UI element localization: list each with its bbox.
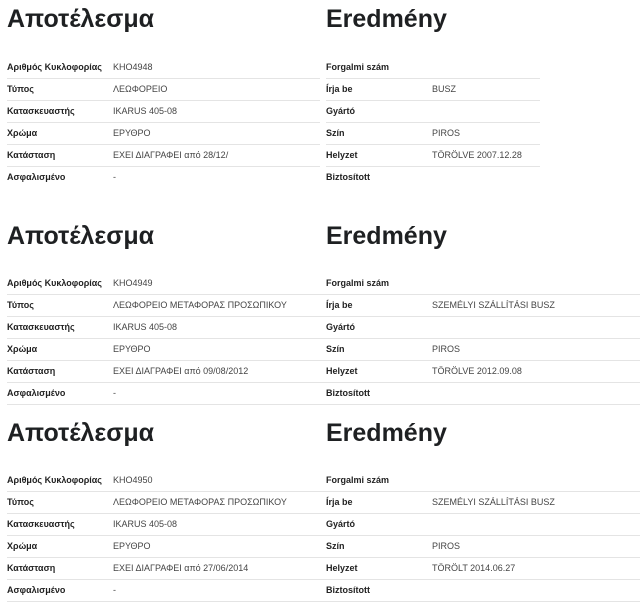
label: Forgalmi szám [326, 62, 390, 72]
label: Szín [326, 344, 345, 354]
greek-heading: Αποτέλεσμα [7, 222, 155, 250]
label: Κατασκευαστής [7, 106, 75, 116]
hungarian-rows [326, 57, 540, 189]
label: Ασφαλισμένο [7, 388, 66, 398]
label: Χρώμα [7, 128, 38, 138]
hungarian-heading: Eredmény [326, 419, 447, 447]
value: ΕΧΕΙ ΔΙΑΓΡΑΦΕΙ από 28/12/ [113, 150, 229, 160]
label: Κατάσταση [7, 563, 56, 573]
result-block-3 [0, 414, 640, 614]
label: Helyzet [326, 563, 358, 573]
value: ΛΕΩΦΟΡΕΙΟ ΜΕΤΑΦΟΡΑΣ ΠΡΟΣΩΠΙΚΟΥ [113, 497, 287, 507]
row-registration [326, 57, 540, 79]
value: IKARUS 405-08 [113, 106, 178, 116]
value: SZEMÉLYI SZÁLLÍTÁSI BUSZ [432, 497, 555, 507]
row-color [326, 123, 540, 145]
label: Ασφαλισμένο [7, 172, 66, 182]
label: Biztosított [326, 585, 370, 595]
row-registration [326, 273, 626, 295]
value: SZEMÉLYI SZÁLLÍTÁSI BUSZ [432, 300, 555, 310]
label: Szín [326, 541, 345, 551]
label: Helyzet [326, 366, 358, 376]
label: Αριθμός Κυκλοφορίας [7, 278, 102, 288]
label: Írja be [326, 84, 353, 94]
value: ΕΡΥΘΡΟ [113, 541, 151, 551]
result-block-1 [0, 0, 640, 195]
value: BUSZ [432, 84, 457, 94]
value: - [113, 585, 116, 595]
greek-heading: Αποτέλεσμα [7, 5, 155, 33]
label: Τύπος [7, 84, 34, 94]
hungarian-rows [326, 470, 626, 602]
value: TÖRÖLVE 2012.09.08 [432, 366, 522, 376]
row-insured [326, 383, 626, 405]
value: ΚΗΟ4948 [113, 62, 153, 72]
hungarian-heading: Eredmény [326, 222, 447, 250]
label: Κατασκευαστής [7, 322, 75, 332]
row-manufacturer [326, 514, 626, 536]
row-color [326, 536, 626, 558]
value: IKARUS 405-08 [113, 322, 178, 332]
value: ΛΕΩΦΟΡΕΙΟ ΜΕΤΑΦΟΡΑΣ ΠΡΟΣΩΠΙΚΟΥ [113, 300, 287, 310]
row-registration [7, 57, 320, 79]
row-status [326, 145, 540, 167]
value: ΚΗΟ4949 [113, 278, 153, 288]
value: ΕΧΕΙ ΔΙΑΓΡΑΦΕΙ από 09/08/2012 [113, 366, 249, 376]
label: Αριθμός Κυκλοφορίας [7, 62, 102, 72]
row-status [326, 558, 626, 580]
label: Ασφαλισμένο [7, 585, 66, 595]
label: Biztosított [326, 172, 370, 182]
row-insured [7, 167, 320, 189]
label: Κατάσταση [7, 366, 56, 376]
row-status [7, 145, 320, 167]
label: Gyártó [326, 519, 356, 529]
label: Τύπος [7, 497, 34, 507]
row-type [7, 79, 320, 101]
greek-heading: Αποτέλεσμα [7, 419, 155, 447]
label: Szín [326, 128, 345, 138]
row-status [326, 361, 626, 383]
row-type [326, 295, 626, 317]
label: Gyártó [326, 106, 356, 116]
hungarian-rows [326, 273, 626, 405]
label: Κατάσταση [7, 150, 56, 160]
value: PIROS [432, 128, 461, 138]
value: IKARUS 405-08 [113, 519, 178, 529]
label: Κατασκευαστής [7, 519, 75, 529]
value: ΕΡΥΘΡΟ [113, 344, 151, 354]
row-color [7, 123, 320, 145]
row-registration [326, 470, 626, 492]
label: Írja be [326, 300, 353, 310]
label: Biztosított [326, 388, 370, 398]
label: Gyártó [326, 322, 356, 332]
result-block-2 [0, 217, 640, 407]
row-type [326, 492, 626, 514]
label: Írja be [326, 497, 353, 507]
greek-rows [7, 57, 320, 189]
row-color [326, 339, 626, 361]
label: Forgalmi szám [326, 475, 390, 485]
label: Τύπος [7, 300, 34, 310]
value: ΚΗΟ4950 [113, 475, 153, 485]
row-insured [326, 167, 540, 189]
value: PIROS [432, 344, 461, 354]
row-insured [326, 580, 626, 602]
value: TÖRÖLT 2014.06.27 [432, 563, 516, 573]
value: - [113, 172, 116, 182]
value: ΕΡΥΘΡΟ [113, 128, 151, 138]
label: Αριθμός Κυκλοφορίας [7, 475, 102, 485]
value: ΛΕΩΦΟΡΕΙΟ [113, 84, 168, 94]
value: TÖRÖLVE 2007.12.28 [432, 150, 522, 160]
value: ΕΧΕΙ ΔΙΑΓΡΑΦΕΙ από 27/06/2014 [113, 563, 249, 573]
row-type [326, 79, 540, 101]
label: Χρώμα [7, 344, 38, 354]
value: - [113, 388, 116, 398]
hungarian-heading: Eredmény [326, 5, 447, 33]
value: PIROS [432, 541, 461, 551]
row-manufacturer [326, 317, 626, 339]
row-manufacturer [326, 101, 540, 123]
label: Forgalmi szám [326, 278, 390, 288]
label: Χρώμα [7, 541, 38, 551]
row-manufacturer [7, 101, 320, 123]
label: Helyzet [326, 150, 358, 160]
